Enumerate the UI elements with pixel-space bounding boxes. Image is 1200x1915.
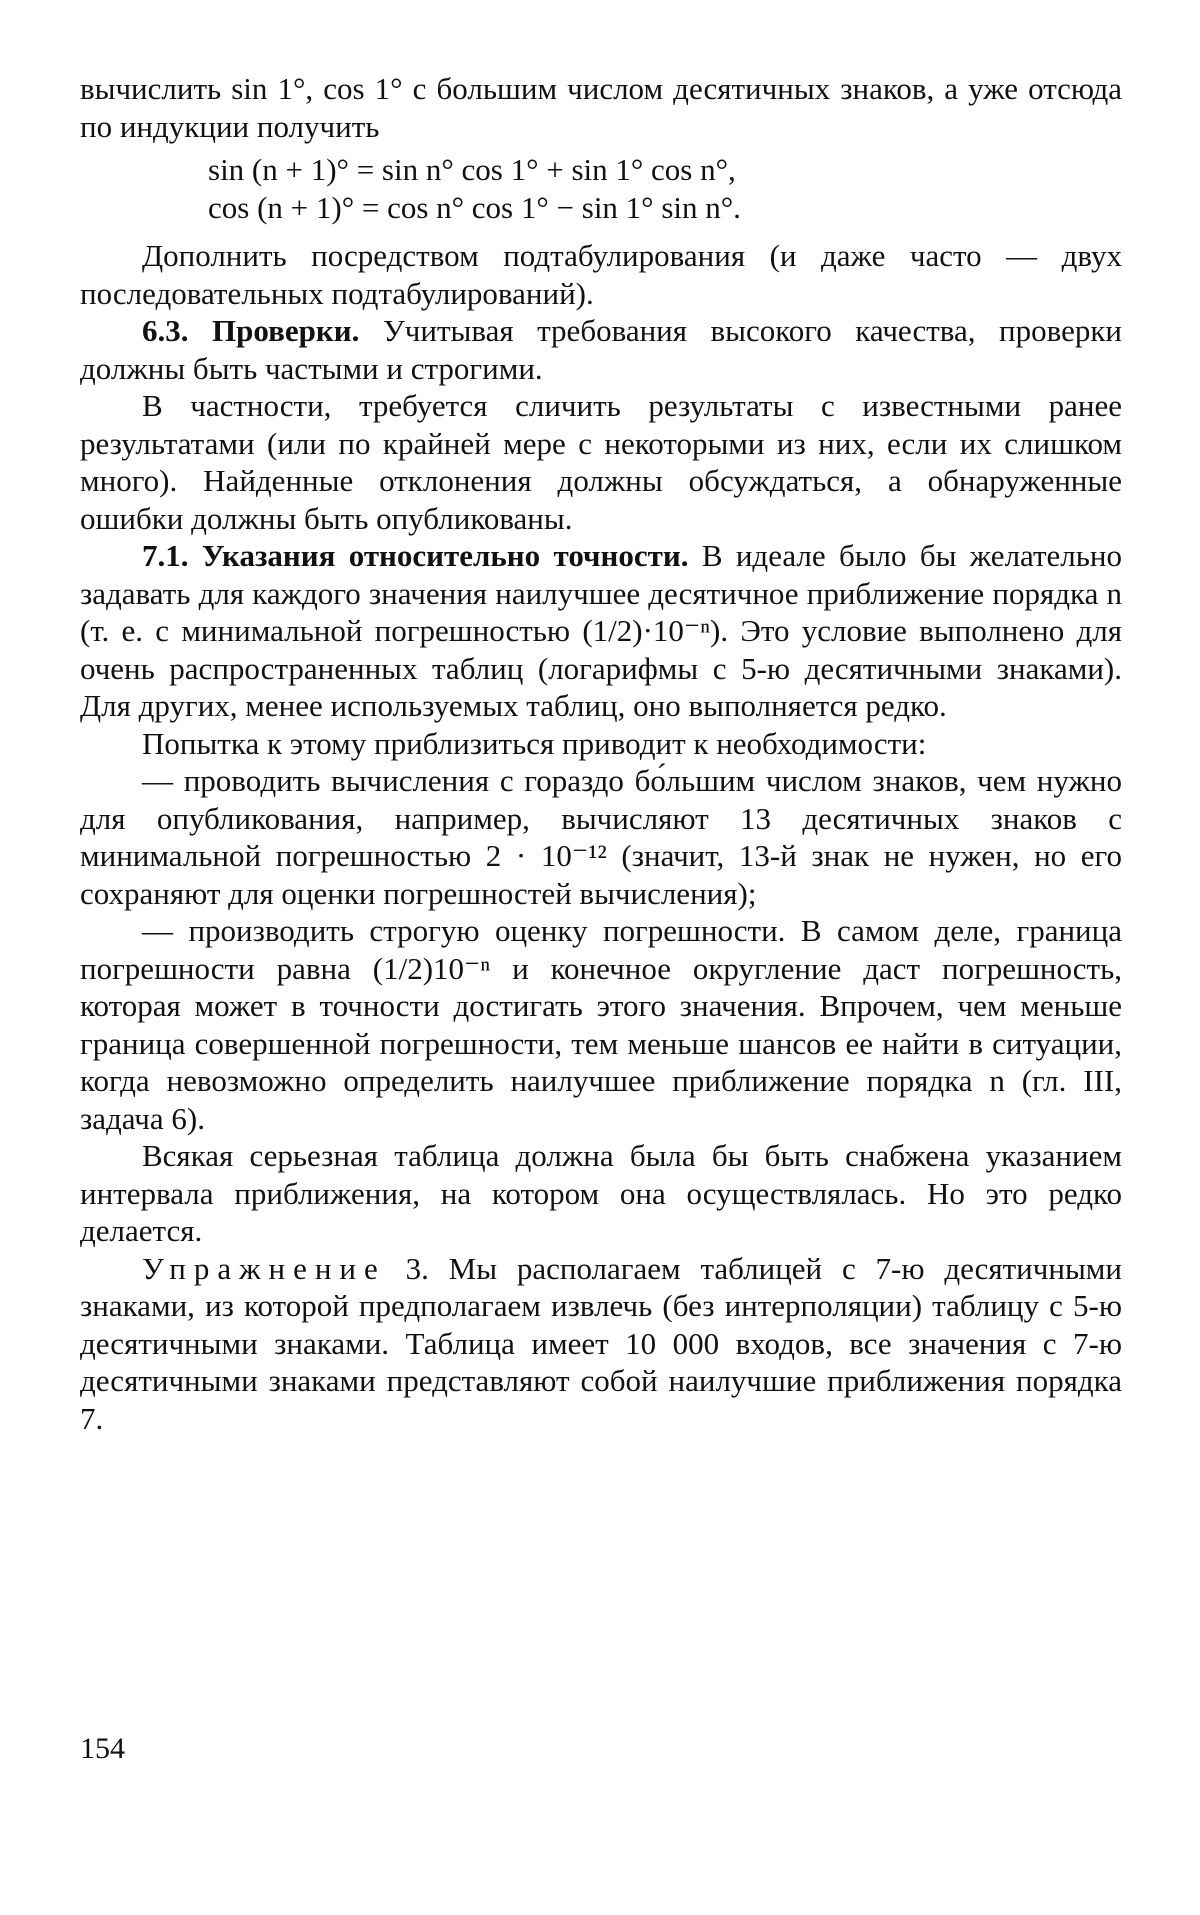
exercise-text: 3. Мы располагаем таблицей с 7-ю десятичными знаками, из которой предполагаем извлечь (без интерполяции) таблицу с 5-ю десятичными знаками. Таблица имеет 10 000 входов, все значения с 7-ю десятичными знаками представляют собой наилучшие приближения порядка 7. xyxy=(80,1250,1122,1436)
formula-sin: sin (n + 1)° = sin n° cos 1° + sin 1° cos n°, xyxy=(208,152,736,187)
list-item-compute: — проводить вычисления с гораздо бо́льшим числом знаков, чем нужно для опубликования, например, вычисляют 13 десятичных знаков с минимальной погрешностью 2 · 10⁻¹² (значит, 13-й знак не нужен, но его сохраняют для оценки погрешностей вычисления); xyxy=(80,763,1122,911)
page-number: 154 xyxy=(80,1732,125,1765)
paragraph-serious-table: Всякая серьезная таблица должна была бы быть снабжена указанием интервала приближения, на котором она осуществлялась. Но это редко делается. xyxy=(80,1138,1122,1248)
paragraph-checks-text: Учитывая требования высокого качества, проверки должны быть частыми и строгими. xyxy=(80,313,1122,386)
paragraph-checks xyxy=(80,312,1122,387)
paragraph-subtabulation: Дополнить посредством подтабулирования (и даже часто — двух последовательных подтабулирований). xyxy=(80,238,1122,311)
paragraph-accuracy-text: В идеале было бы желательно задавать для каждого значения наилучшее десятичное приближение порядка n (т. е. с минимальной погрешностью (1/2)·10⁻ⁿ). Это условие выполнено для очень распространенных таблиц (логарифмы с 5-ю десятичными знаками). Для других, менее используемых таблиц, оно выполняется редко. xyxy=(80,538,1123,723)
paragraph-attempt: Попытка к этому приблизиться приводит к необходимости: xyxy=(142,725,927,761)
page-body xyxy=(80,70,1122,1437)
paragraph-continued: вычислить sin 1°, cos 1° с большим числом десятичных знаков, а уже отсюда по индукции получить xyxy=(80,71,1122,144)
section-heading-6-3: 6.3. Проверки. xyxy=(142,313,360,348)
list-item-estimate: — производить строгую оценку погрешности. В самом деле, граница погрешности равна (1/2)10⁻ⁿ и конечное округление даст погрешность, которая может в точности достигать этого значения. Впрочем, чем меньше граница совершенной погрешности, тем меньше шансов ее найти в ситуации, когда невозможно определить наилучшее приближение порядка n (гл. III, задача 6). xyxy=(80,913,1122,1136)
formula-block xyxy=(80,151,1122,227)
section-heading-7-1: 7.1. Указания относительно точности. xyxy=(142,538,689,573)
paragraph-exercise xyxy=(80,1250,1122,1438)
paragraph-comparison: В частности, требуется сличить результаты с известными ранее результатами (или по крайней мере с некоторыми из них, если их слишком много). Найденные отклонения должны обсуждаться, а обнаруженные ошибки должны быть опубликованы. xyxy=(80,388,1122,536)
formula-cos: cos (n + 1)° = cos n° cos 1° − sin 1° sin n°. xyxy=(208,190,741,225)
exercise-label: Упражнение xyxy=(142,1250,386,1286)
paragraph-accuracy xyxy=(80,537,1122,725)
